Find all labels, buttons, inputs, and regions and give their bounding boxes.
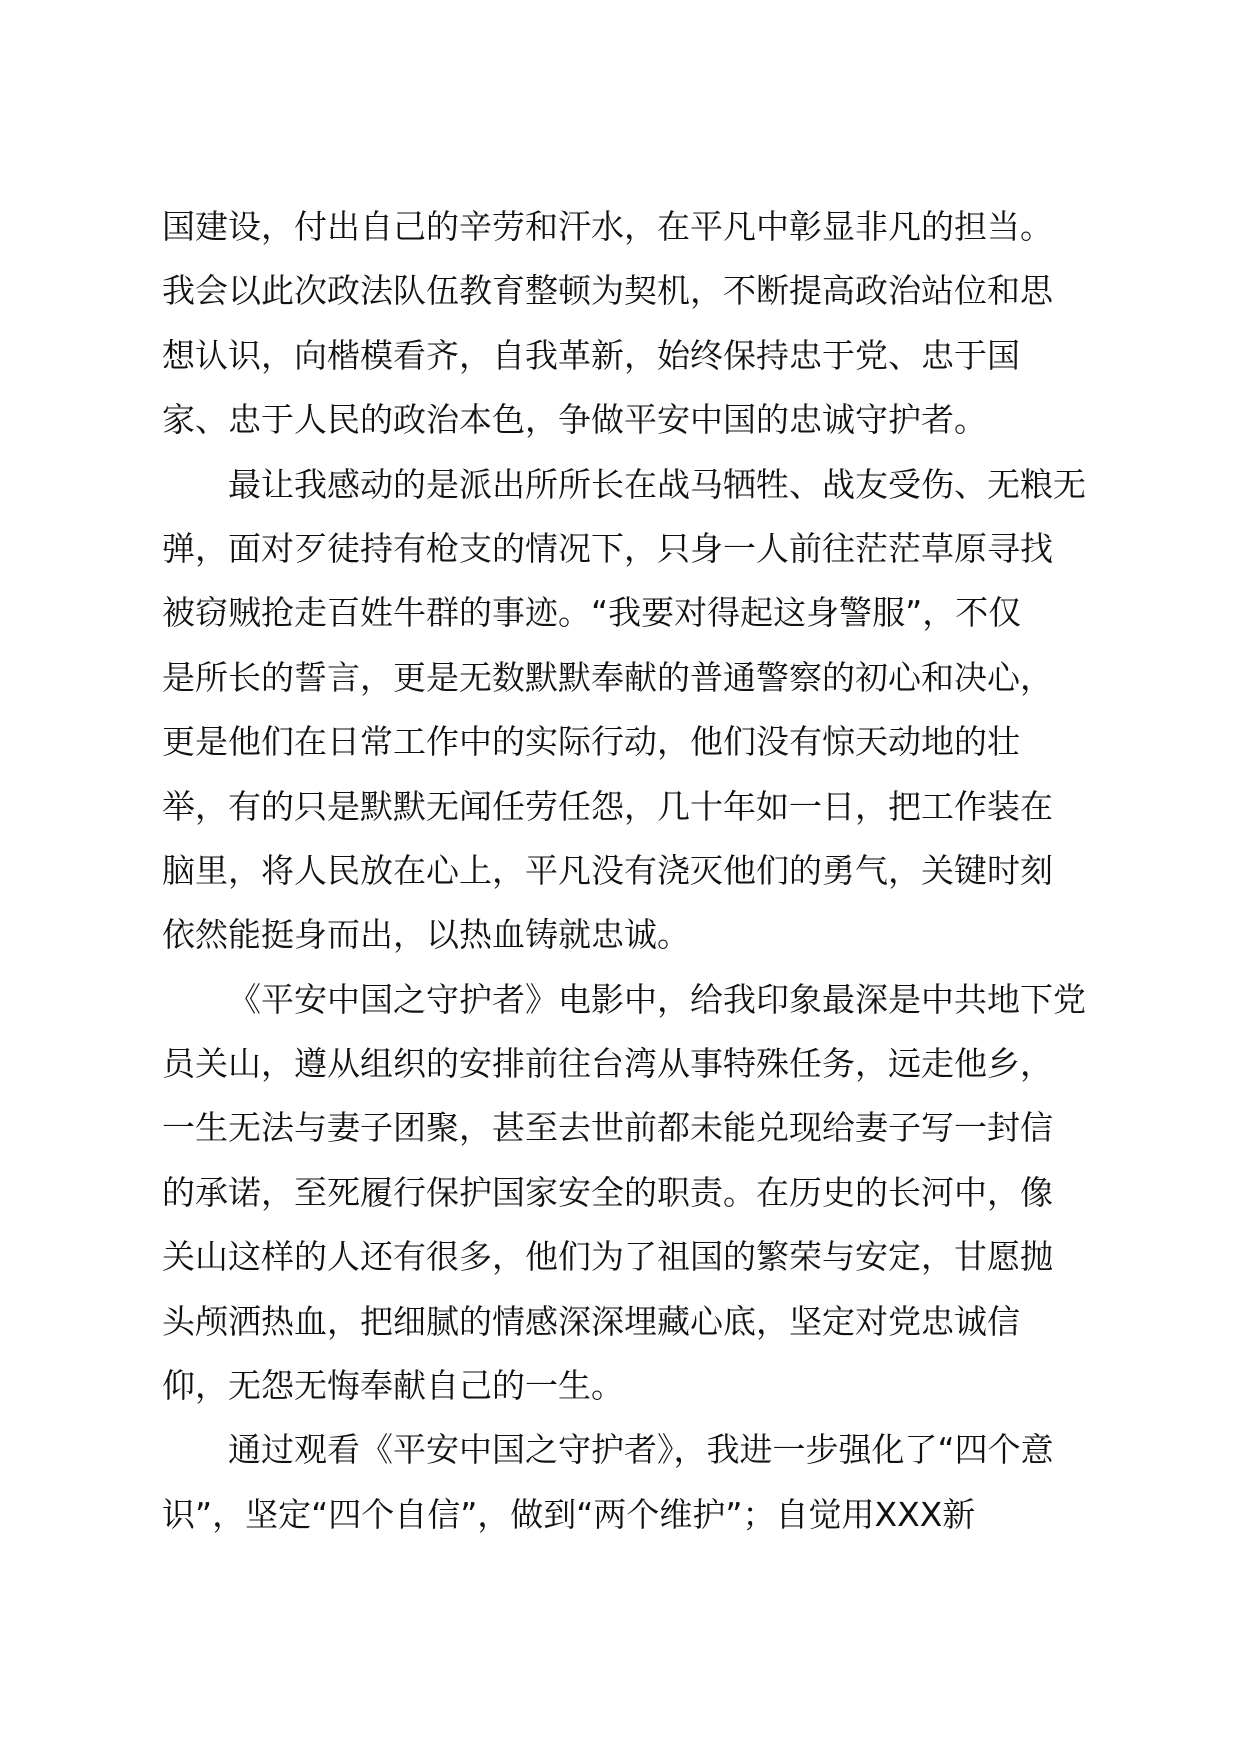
text-line: 员关山，遵从组织的安排前往台湾从事特殊任务，远走他乡， [162, 1044, 1053, 1084]
text-line: 被窃贼抢走百姓牛群的事迹。“我要对得起这身警服”，不仅 [162, 593, 1022, 633]
text-line: 识”，坚定“四个自信”，做到“两个维护”；自觉用XXX新 [162, 1494, 976, 1534]
text-line: 脑里，将人民放在心上，平凡没有浇灭他们的勇气，关键时刻 [162, 850, 1053, 890]
text-line: 家、忠于人民的政治本色，争做平安中国的忠诚守护者。 [162, 400, 987, 440]
text-line: 弹，面对歹徒持有枪支的情况下，只身一人前往茫茫草原寻找 [162, 528, 1053, 568]
paragraph-first-line: 最让我感动的是派出所所长在战马牺牲、战友受伤、无粮无 [228, 464, 1086, 504]
text-line: 国建设，付出自己的辛劳和汗水，在平凡中彰显非凡的担当。 [162, 207, 1053, 246]
text-line: 的承诺，至死履行保护国家安全的职责。在历史的长河中，像 [162, 1172, 1053, 1212]
text-line: 更是他们在日常工作中的实际行动，他们没有惊天动地的壮 [162, 722, 1020, 762]
document-body [162, 195, 1122, 1547]
text-line: 举，有的只是默默无闻任劳任怨，几十年如一日，把工作装在 [162, 786, 1053, 826]
text-line: 想认识，向楷模看齐，自我革新，始终保持忠于党、忠于国 [162, 335, 1020, 375]
text-line: 一生无法与妻子团聚，甚至去世前都未能兑现给妻子写一封信 [162, 1108, 1053, 1148]
paragraph-first-line: 《平安中国之守护者》电影中，给我印象最深是中共地下党 [228, 979, 1086, 1019]
paragraph-first-line: 通过观看《平安中国之守护者》，我进一步强化了“四个意 [228, 1430, 1054, 1470]
text-line: 关山这样的人还有很多，他们为了祖国的繁荣与安定，甘愿抛 [162, 1237, 1053, 1277]
text-line: 头颅洒热血，把细腻的情感深深埋藏心底，坚定对党忠诚信 [162, 1301, 1020, 1341]
text-line: 我会以此次政法队伍教育整顿为契机，不断提高政治站位和思 [162, 271, 1053, 311]
text-line: 是所长的誓言，更是无数默默奉献的普通警察的初心和决心， [162, 657, 1053, 697]
text-line: 依然能挺身而出，以热血铸就忠诚。 [162, 915, 690, 955]
text-line: 仰，无怨无悔奉献自己的一生。 [162, 1366, 624, 1406]
